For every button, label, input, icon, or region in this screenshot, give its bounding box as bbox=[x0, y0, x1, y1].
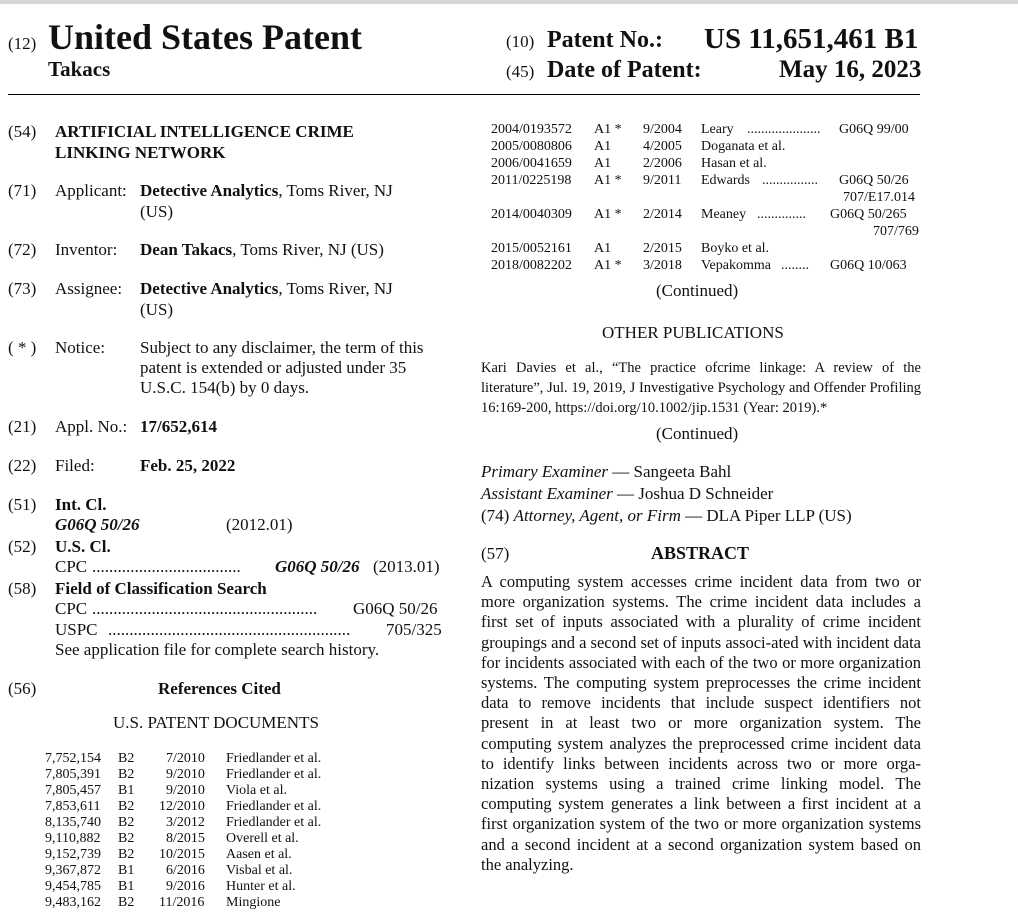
us-cl-cpc-prefix: CPC bbox=[55, 557, 88, 576]
ref-name: Boyko et al. bbox=[701, 241, 770, 256]
ref-number: 7,805,457 bbox=[45, 783, 101, 798]
primary-examiner-name: — Sangeeta Bahl bbox=[612, 462, 732, 481]
assignee-name: Detective Analytics bbox=[140, 279, 279, 298]
ref-name: Friedlander et al. bbox=[226, 799, 322, 814]
us-cl-leader: ................................... bbox=[92, 557, 241, 576]
invention-title-line1: ARTIFICIAL INTELLIGENCE CRIME bbox=[55, 122, 354, 141]
ref-name: Viola et al. bbox=[226, 783, 287, 798]
field-code-56: (56) bbox=[8, 679, 37, 698]
abstract-text: A computing system accesses crime incident data from two or more organization systems. The crime incident data includes a first set of inputs associated with a plurality of crime incident groupings and a second set of inputs associ-ated with incident data for incidents associated with each of the two or more organization systems. The computing system preprocesses the crime incident data to remove incidents that include suspect identifiers not present in at least two or more organization system. The computing system analyzes the preprocessed crime incident data to identify links between incidents across two or more orga-nization systems using a trained crime linking model. The computing system generates a link between a first incident at a first organization system of the two or more organization systems and a second incident at a second organization system based on the analyzing. bbox=[481, 572, 921, 874]
attorney-label: Attorney, Agent, or Firm bbox=[513, 506, 681, 525]
ref-class: G06Q 10/063 bbox=[830, 258, 907, 273]
patent-number: US 11,651,461 B1 bbox=[704, 23, 919, 55]
search-uspc-prefix: USPC bbox=[55, 620, 98, 639]
header-divider bbox=[8, 94, 920, 95]
ref-kind: B1 bbox=[118, 783, 135, 798]
ref-name: Friedlander et al. bbox=[226, 767, 322, 782]
ref-name: Edwards bbox=[701, 173, 750, 188]
ref-number: 8,135,740 bbox=[45, 815, 101, 830]
ref-date: 9/2004 bbox=[643, 122, 682, 137]
ref-kind: B2 bbox=[118, 847, 135, 862]
abstract-heading: ABSTRACT bbox=[651, 543, 750, 563]
ref-date: 3/2018 bbox=[643, 258, 682, 273]
ref-kind: B2 bbox=[118, 751, 135, 766]
ref-date: 11/2016 bbox=[159, 895, 205, 910]
ref-name: Aasen et al. bbox=[226, 847, 292, 862]
ref-name: Overell et al. bbox=[226, 831, 299, 846]
ref-number: 2014/0040309 bbox=[491, 207, 572, 222]
ref-kind: B2 bbox=[118, 799, 135, 814]
ref-kind: B1 bbox=[118, 863, 135, 878]
field-code-51: (51) bbox=[8, 495, 37, 514]
ref-name: Hunter et al. bbox=[226, 879, 296, 894]
ref-date: 9/2011 bbox=[643, 173, 682, 188]
ref-date: 2/2015 bbox=[643, 241, 682, 256]
notice-code: ( * ) bbox=[8, 338, 37, 357]
ref-date: 4/2005 bbox=[643, 139, 682, 154]
field-code-73: (73) bbox=[8, 279, 37, 298]
ref-class: G06Q 50/26 bbox=[839, 173, 909, 188]
ref-class-secondary: 707/E17.014 bbox=[843, 190, 915, 205]
inventor-surname: Takacs bbox=[48, 57, 111, 81]
window-top-edge bbox=[0, 0, 1018, 4]
int-cl-year: (2012.01) bbox=[226, 515, 293, 534]
field-code-57: (57) bbox=[481, 544, 510, 563]
date-of-patent-label: Date of Patent: bbox=[547, 57, 702, 83]
ref-leader: ........ bbox=[781, 258, 809, 273]
assistant-examiner-label: Assistant Examiner bbox=[481, 484, 613, 503]
ref-name: Doganata et al. bbox=[701, 139, 786, 154]
patent-title: United States Patent bbox=[48, 17, 362, 57]
filed-label: Filed: bbox=[55, 456, 95, 475]
ref-number: 9,152,739 bbox=[45, 847, 101, 862]
notice-line2: patent is extended or adjusted under 35 bbox=[140, 358, 407, 377]
int-cl-label: Int. Cl. bbox=[55, 495, 107, 514]
ref-number: 2015/0052161 bbox=[491, 241, 572, 256]
notice-line1: Subject to any disclaimer, the term of this bbox=[140, 338, 424, 357]
us-patent-documents-heading: U.S. PATENT DOCUMENTS bbox=[113, 713, 319, 732]
assignee-country: (US) bbox=[140, 300, 174, 319]
appl-no-label: Appl. No.: bbox=[55, 417, 128, 436]
us-cl-class: G06Q 50/26 bbox=[275, 557, 360, 576]
code-10: (10) bbox=[506, 32, 535, 51]
ref-kind: B1 bbox=[118, 879, 135, 894]
ref-date: 6/2016 bbox=[166, 863, 205, 878]
int-cl-class: G06Q 50/26 bbox=[55, 515, 140, 534]
ref-date: 10/2015 bbox=[159, 847, 205, 862]
ref-kind: B2 bbox=[118, 895, 135, 910]
kind-code-12: (12) bbox=[8, 34, 37, 53]
ref-leader: .............. bbox=[757, 207, 806, 222]
ref-name: Leary bbox=[701, 122, 734, 137]
ref-number: 9,483,162 bbox=[45, 895, 101, 910]
ref-number: 2004/0193572 bbox=[491, 122, 572, 137]
code-45: (45) bbox=[506, 62, 535, 81]
applicant-country: (US) bbox=[140, 202, 174, 221]
ref-kind: A1 * bbox=[594, 207, 622, 222]
appl-no-value: 17/652,614 bbox=[140, 417, 217, 436]
assistant-examiner-name: — Joshua D Schneider bbox=[617, 484, 774, 503]
assistant-examiner bbox=[481, 484, 773, 504]
date-of-patent: May 16, 2023 bbox=[779, 56, 922, 83]
ref-name: Visbal et al. bbox=[226, 863, 293, 878]
patent-no-label: Patent No.: bbox=[547, 27, 663, 53]
ref-kind: A1 * bbox=[594, 173, 622, 188]
applicant-value bbox=[140, 181, 393, 201]
search-uspc-value: 705/325 bbox=[386, 620, 442, 639]
inventor-name: Dean Takacs bbox=[140, 240, 233, 259]
ref-name: Meaney bbox=[701, 207, 747, 222]
ref-leader: ................ bbox=[762, 173, 818, 188]
ref-number: 2018/0082202 bbox=[491, 258, 572, 273]
continued-label-publications: (Continued) bbox=[656, 424, 739, 443]
us-cl-year: (2013.01) bbox=[373, 557, 440, 576]
notice-label: Notice: bbox=[55, 338, 106, 357]
ref-kind: A1 bbox=[594, 156, 612, 171]
inventor-location: , Toms River, NJ (US) bbox=[232, 240, 384, 259]
ref-date: 3/2012 bbox=[166, 815, 205, 830]
references-cited-heading: References Cited bbox=[158, 679, 281, 698]
field-code-74: (74) bbox=[481, 506, 510, 525]
ref-number: 2005/0080806 bbox=[491, 139, 572, 154]
ref-date: 9/2010 bbox=[166, 783, 205, 798]
ref-number: 9,367,872 bbox=[45, 863, 101, 878]
ref-name: Friedlander et al. bbox=[226, 815, 322, 830]
notice-line3: U.S.C. 154(b) by 0 days. bbox=[140, 378, 310, 397]
ref-class: G06Q 50/265 bbox=[830, 207, 907, 222]
ref-kind: A1 * bbox=[594, 258, 622, 273]
ref-number: 7,805,391 bbox=[45, 767, 101, 782]
primary-examiner-label: Primary Examiner bbox=[481, 462, 609, 481]
field-code-58: (58) bbox=[8, 579, 37, 598]
assignee-location: , Toms River, NJ bbox=[278, 279, 393, 298]
applicant-location: , Toms River, NJ bbox=[278, 181, 393, 200]
primary-examiner bbox=[481, 462, 731, 482]
attorney bbox=[481, 506, 852, 526]
ref-class: G06Q 99/00 bbox=[839, 122, 909, 137]
field-code-21: (21) bbox=[8, 417, 37, 436]
us-cl-label: U.S. Cl. bbox=[55, 537, 111, 556]
ref-name: Friedlander et al. bbox=[226, 751, 322, 766]
ref-kind: A1 bbox=[594, 241, 612, 256]
ref-kind: A1 * bbox=[594, 122, 622, 137]
invention-title-line2: LINKING NETWORK bbox=[55, 143, 226, 162]
assignee-label: Assignee: bbox=[55, 279, 123, 298]
search-cpc-value: G06Q 50/26 bbox=[353, 599, 438, 618]
applicant-label: Applicant: bbox=[55, 181, 127, 200]
ref-leader: ..................... bbox=[747, 122, 821, 137]
ref-class-secondary: 707/769 bbox=[873, 224, 919, 239]
ref-number: 7,853,611 bbox=[45, 799, 101, 814]
continued-label-references: (Continued) bbox=[656, 281, 739, 300]
field-code-52: (52) bbox=[8, 537, 37, 556]
attorney-name: — DLA Piper LLP (US) bbox=[685, 506, 852, 525]
ref-date: 12/2010 bbox=[159, 799, 205, 814]
ref-kind: A1 bbox=[594, 139, 612, 154]
ref-kind: B2 bbox=[118, 767, 135, 782]
search-cpc-prefix: CPC bbox=[55, 599, 88, 618]
search-history-note: See application file for complete search history. bbox=[55, 640, 380, 659]
other-publications-heading: OTHER PUBLICATIONS bbox=[602, 323, 784, 342]
ref-number: 9,454,785 bbox=[45, 879, 101, 894]
ref-date: 2/2014 bbox=[643, 207, 682, 222]
ref-number: 2011/0225198 bbox=[491, 173, 572, 188]
ref-date: 2/2006 bbox=[643, 156, 682, 171]
field-code-72: (72) bbox=[8, 240, 37, 259]
ref-date: 8/2015 bbox=[166, 831, 205, 846]
applicant-name: Detective Analytics bbox=[140, 181, 279, 200]
field-code-22: (22) bbox=[8, 456, 37, 475]
field-code-54: (54) bbox=[8, 122, 37, 141]
ref-name: Mingione bbox=[226, 895, 281, 910]
field-code-71: (71) bbox=[8, 181, 37, 200]
inventor-label: Inventor: bbox=[55, 240, 118, 259]
ref-number: 7,752,154 bbox=[45, 751, 101, 766]
ref-number: 2006/0041659 bbox=[491, 156, 572, 171]
ref-number: 9,110,882 bbox=[45, 831, 101, 846]
search-uspc-leader: ......................................................... bbox=[108, 620, 351, 639]
ref-kind: B2 bbox=[118, 815, 135, 830]
ref-name: Vepakomma bbox=[701, 258, 771, 273]
other-publication-entry: Kari Davies et al., “The practice ofcrime linkage: A review of the literature”, Jul. 19, 2019, J Investigative Psychology and Offender Profiling 16:169-200, https://doi.org/10.1002/jip.1531 (Year: 2019).* bbox=[481, 360, 921, 416]
inventor-value bbox=[140, 240, 384, 260]
ref-kind: B2 bbox=[118, 831, 135, 846]
search-cpc-leader: ..................................................... bbox=[92, 599, 318, 618]
assignee-value bbox=[140, 279, 393, 299]
ref-date: 7/2010 bbox=[166, 751, 205, 766]
ref-name: Hasan et al. bbox=[701, 156, 767, 171]
filed-date: Feb. 25, 2022 bbox=[140, 456, 236, 475]
field-of-search-label: Field of Classification Search bbox=[55, 579, 267, 598]
ref-date: 9/2016 bbox=[166, 879, 205, 894]
ref-date: 9/2010 bbox=[166, 767, 205, 782]
